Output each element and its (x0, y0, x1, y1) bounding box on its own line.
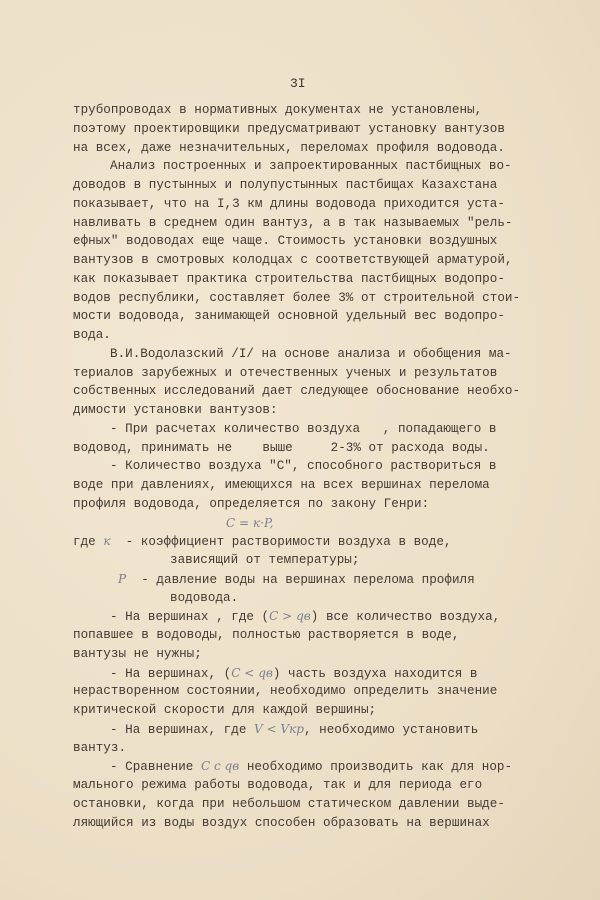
text-segment: - На вершинах , где ( (110, 610, 270, 625)
document-body (73, 103, 543, 834)
text-segment: - Сравнение (110, 760, 201, 775)
text-line: - При расчетах количество воздуха , попадающего в (110, 421, 497, 436)
text-line (73, 759, 543, 778)
text-line: - Количество воздуха "С", способного раствориться в (110, 459, 497, 474)
inequality-c-lt-q: C < qв (231, 665, 273, 680)
text-line: мального режима работы водовода, так и для периода его (73, 778, 483, 792)
where-label: где (73, 535, 104, 550)
text-line: попавшее в водоводы, полностью растворяется в воде, (73, 628, 460, 642)
symbol-k: к (103, 534, 111, 549)
symbol-p: P (118, 571, 127, 586)
henry-law-formula: C = к·P, (226, 515, 274, 530)
text-segment: , необходимо установить (304, 722, 479, 737)
text-line: водов республики, составляет более 3% от строительной стои- (73, 290, 521, 305)
text-line: водовод, принимать не выше 2-3% от расхода воды. (73, 440, 490, 455)
text-segment: - На вершинах, где (110, 722, 254, 737)
text-line: мости водовода, занимающей основной удельный вес водопро- (73, 309, 505, 324)
text-line (73, 609, 543, 628)
text-line: Анализ построенных и запроектированных пастбищных во- (110, 159, 512, 174)
text-line: трубопроводах в нормативных документах не установлены, (73, 103, 483, 117)
text-segment: - На вершинах, ( (110, 666, 232, 681)
text-line: ефных" водоводах еще чаще. Стоимость установки воздушных (73, 234, 498, 249)
text-line: вантузы не нужны; (73, 646, 202, 661)
page-number: 3I (290, 76, 306, 91)
text-line (73, 534, 543, 553)
text-line: как показывает практика строительства пастбищных водопро- (73, 271, 505, 286)
inequality-v-lt-vkr: V < Vкр (253, 721, 304, 736)
text-line: на всех, даже незначительных, переломах профиля водовода. (73, 140, 505, 155)
text-line: собственных исследований дает следующее обоснование необхо- (73, 384, 521, 399)
comparison-c-q: C с qв (200, 759, 240, 774)
definition-p: - давление воды на вершинах перелома профиля (126, 572, 475, 587)
text-segment: ) все количество воздуха, (310, 610, 501, 625)
text-line: териалов зарубежных и отечественных ученых и результатов (73, 365, 498, 380)
text-line (73, 722, 543, 741)
definition-k: - коэффициент растворимости воздуха в воде, (110, 535, 452, 550)
text-line: навливать в среднем один вантуз, а в так называемых "рель- (73, 215, 513, 230)
text-line: профиля водовода, определяется по закону Генри: (73, 496, 430, 511)
text-line: поэтому проектировщики предусматривают установку вантузов (73, 121, 505, 136)
text-line: димости установки вантузов: (73, 403, 278, 417)
text-line (73, 666, 543, 685)
text-line: остановки, когда при небольшом статическом давлении выде- (73, 796, 505, 811)
text-line: воде при давлениях, имеющихся на всех вершинах перелома (73, 478, 490, 492)
text-line: критической скорости для каждой вершины; (73, 703, 377, 717)
text-line: В.И.Водолазский /I/ на основе анализа и обобщения ма- (110, 346, 512, 361)
text-line: вантузов в смотровых колодцах с соответствующей арматурой, (73, 253, 513, 267)
text-line: доводов в пустынных и полупустынных пастбищах Казахстана (73, 178, 498, 192)
text-line: вода. (73, 328, 111, 342)
text-line: водовода. (170, 590, 239, 605)
text-line: показывает, что на I,3 км длины водовода приходится уста- (73, 196, 505, 211)
text-line (73, 572, 543, 591)
text-segment: необходимо производить как для нор- (239, 760, 513, 775)
text-segment: ) часть воздуха находится в (272, 666, 478, 681)
inequality-c-gt-q: C > qв (269, 609, 311, 624)
text-line: нерастворенном состоянии, необходимо определить значение (73, 684, 498, 699)
formula-line (73, 516, 543, 535)
text-line: вантуз. (73, 740, 127, 755)
text-line: ляющийся из воды воздух способен образовать на вершинах (73, 815, 490, 830)
text-line: зависящий от температуры; (170, 553, 360, 567)
